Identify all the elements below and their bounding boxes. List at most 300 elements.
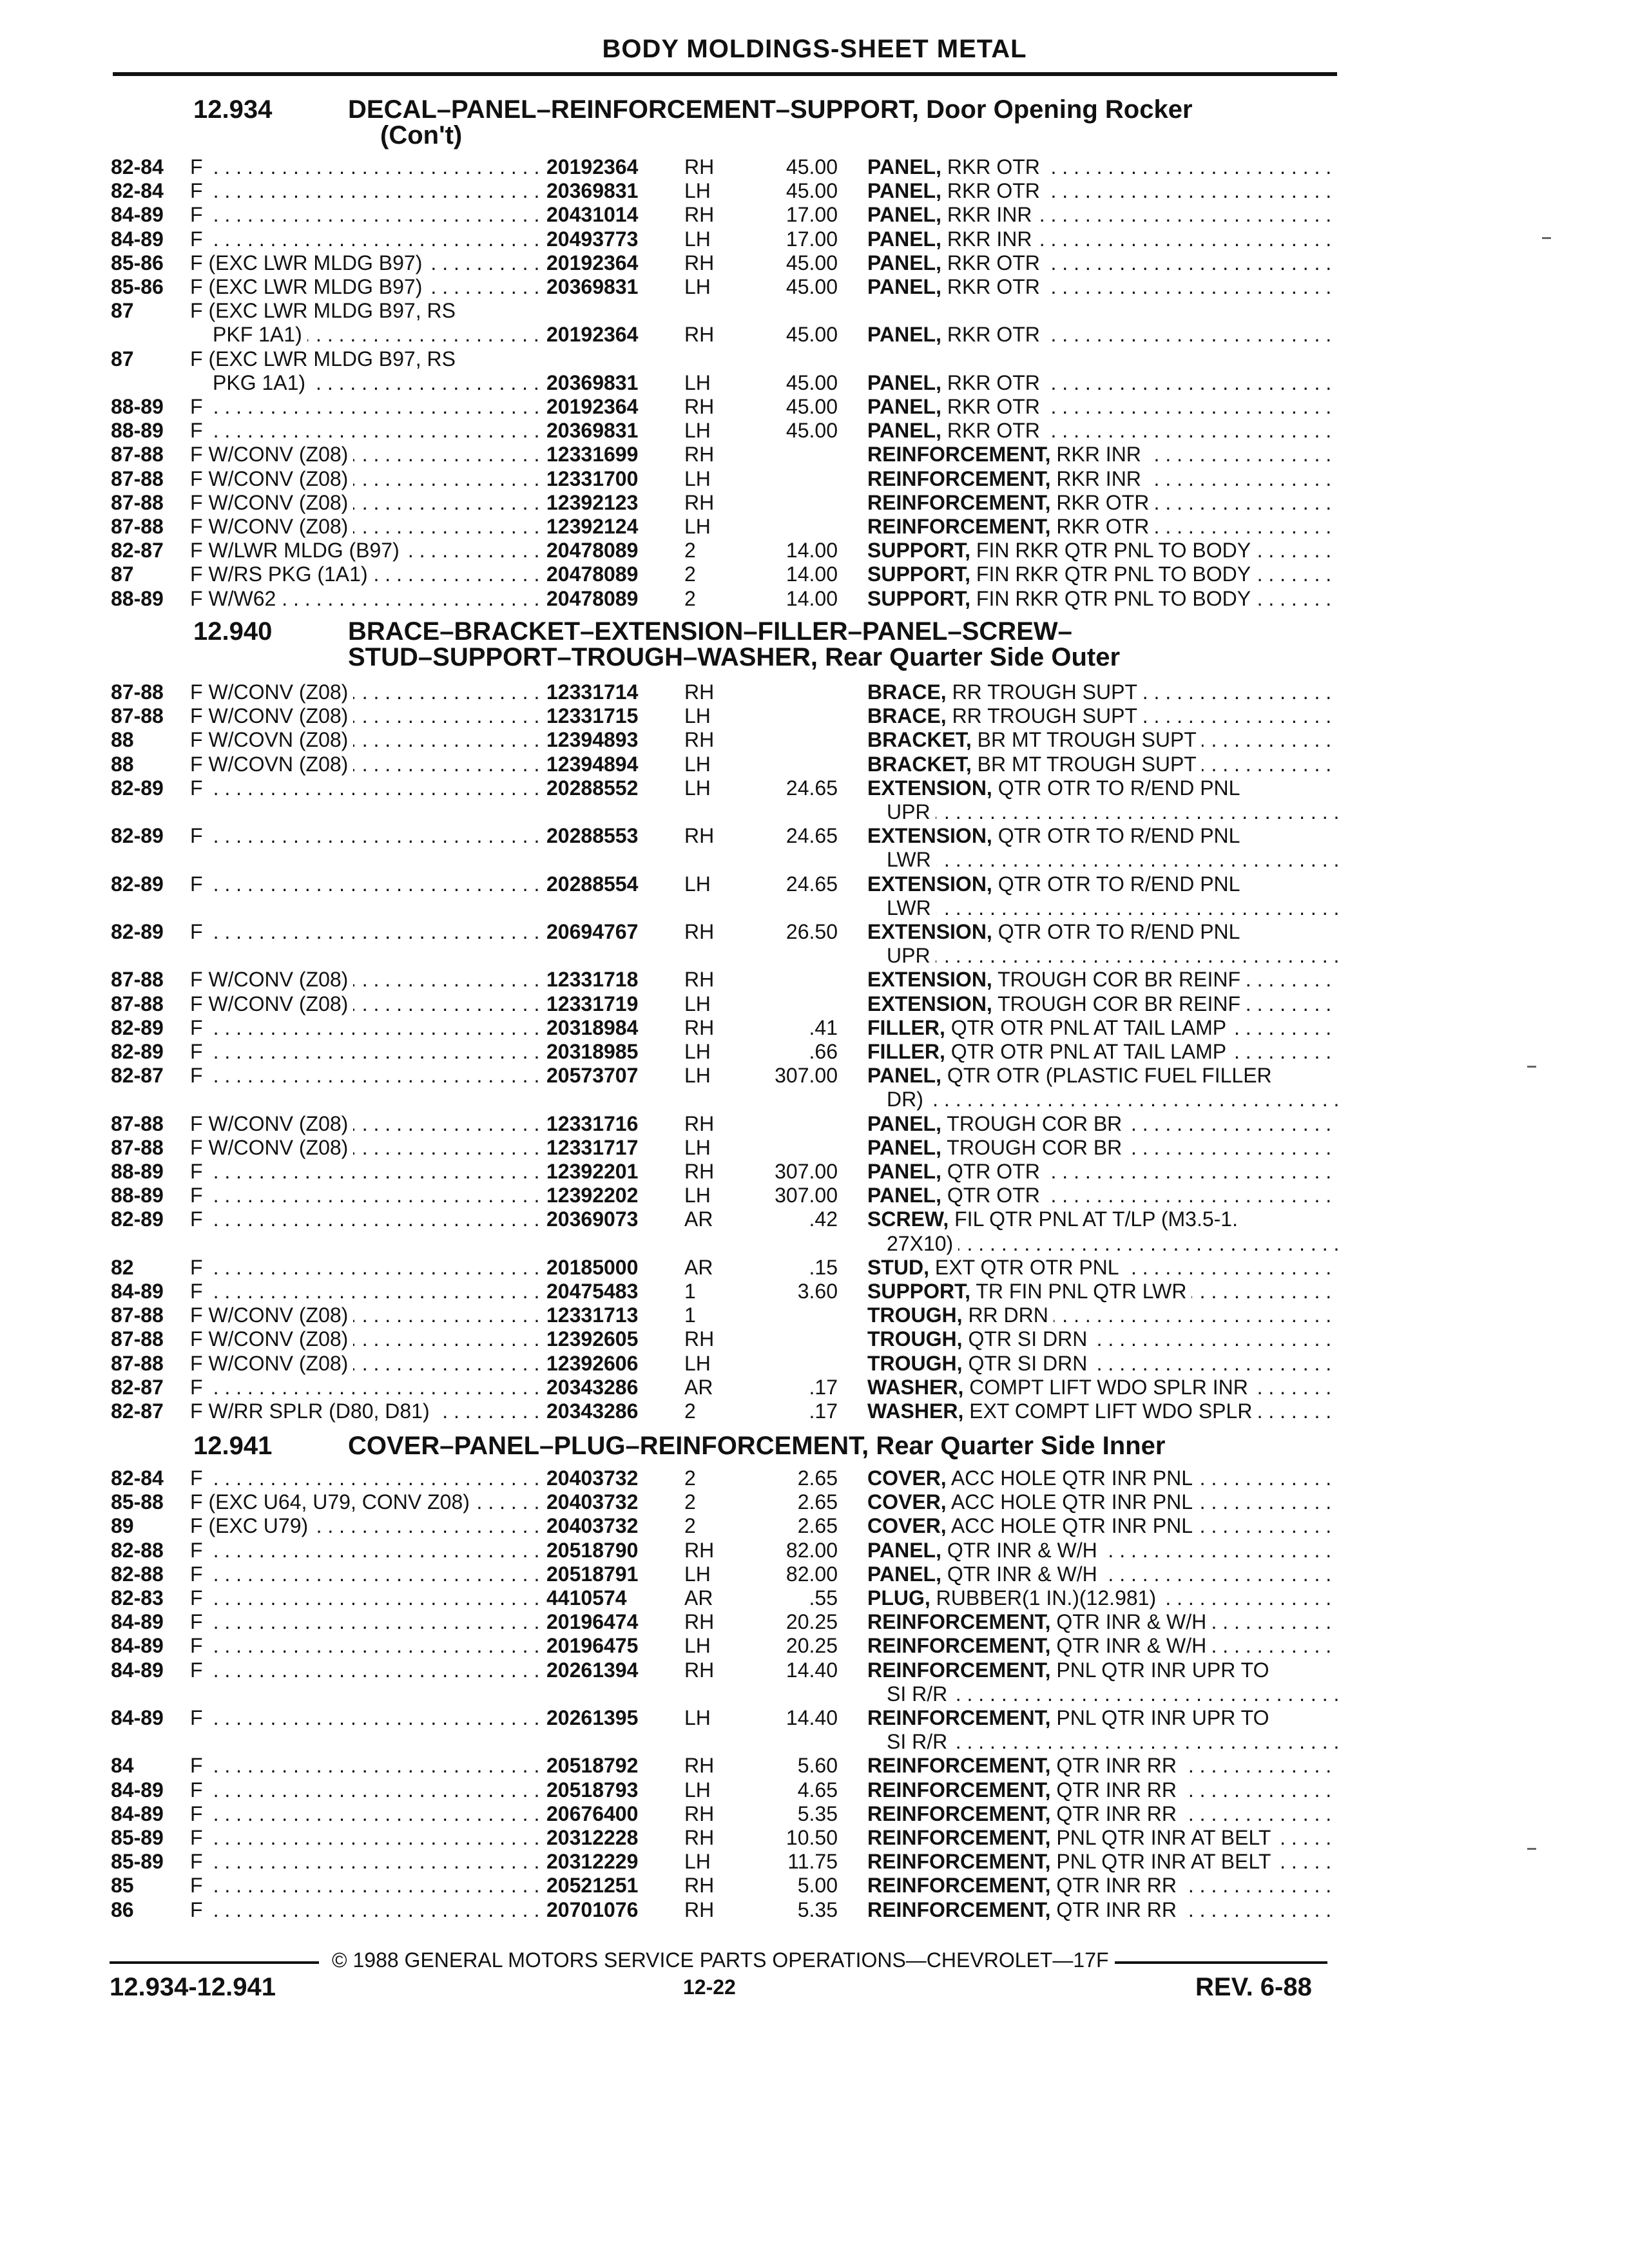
row-side: RH [684,203,715,226]
row-part-name [867,1778,1338,1802]
row-years: 82-89 [111,1040,164,1063]
row-side: LH [684,515,711,538]
row-years: 84-89 [111,1610,164,1633]
row-part-name [867,727,1338,752]
row-part-number: 12331700 [546,467,639,490]
row-description [190,1849,538,1874]
table-row [0,562,1629,586]
row-part-number: 12394893 [546,728,639,751]
row-part-name [867,823,1338,848]
row-years: 88 [111,728,134,751]
row-part-number: 20431014 [546,203,639,226]
table-row [0,490,1629,515]
row-part-name-text [867,562,1256,586]
row-years: 84-89 [111,227,164,251]
table-row [0,298,1629,323]
row-price: 11.75 [787,1850,838,1873]
row-price: 45.00 [786,419,838,442]
row-part-name-rest: QTR INR & W/H [1050,1634,1207,1657]
row-description-text: F [190,1706,208,1729]
row-description [190,1658,538,1682]
section-header [0,1432,1629,1463]
row-price: 307.00 [775,1064,838,1087]
row-part-name-bold: STUD, [867,1256,929,1279]
row-description [190,227,538,251]
row-part-name-text-cont: SI R/R [887,1730,952,1753]
row-part-name-rest: ACC HOLE QTR INR PNL [946,1514,1193,1537]
table-row [0,1399,1629,1423]
row-part-number: 20676400 [546,1802,639,1825]
row-part-name-text [867,155,1045,178]
row-years: 82-87 [111,1376,164,1399]
row-description [190,1111,538,1136]
row-description-text: F [190,1160,208,1183]
row-part-name-rest: RKR INR [1050,467,1141,490]
table-row [0,1490,1629,1514]
row-side: 2 [684,587,696,610]
row-part-number: 20288554 [546,872,639,896]
row-description [190,1538,538,1562]
row-part-name [867,202,1338,227]
row-part-number: 12392605 [546,1327,639,1350]
row-part-name [867,919,1338,944]
table-row-continuation [0,847,1629,872]
row-description [190,823,538,848]
row-part-name-rest: COMPT LIFT WDO SPLR INR [963,1376,1248,1399]
table-row [0,1015,1629,1040]
row-description-text: F [190,395,208,418]
row-part-name-text [867,680,1142,704]
row-part-name-rest: FIN RKR QTR PNL TO BODY [970,587,1251,610]
row-part-name-rest: RKR INR [1050,443,1141,466]
row-part-name-bold: PANEL, [867,371,941,394]
row-part-name-bold: PANEL, [867,179,941,202]
row-part-name-bold: PANEL, [867,1064,941,1087]
row-part-name-text [867,1376,1253,1399]
row-part-number: 20369073 [546,1207,639,1231]
row-part-name-rest: ACC HOLE QTR INR PNL [946,1490,1193,1514]
row-description-text-cont: PKG 1A1) [213,371,311,394]
row-description-text: F [190,920,208,943]
table-row-continuation [0,896,1629,920]
row-part-name-rest: QTR OTR TO R/END PNL [992,872,1240,896]
row-description-text: F W/RS PKG (1A1) [190,562,373,586]
row-part-name [867,1466,1338,1490]
row-part-name-text [867,920,1245,943]
row-part-name-text [867,753,1202,776]
row-description-text: F [190,155,208,178]
row-years: 87 [111,299,134,322]
row-part-number: 20369831 [546,371,639,394]
table-row [0,872,1629,896]
row-years: 84-89 [111,203,164,226]
dot-leader [190,394,538,419]
row-part-name [867,1825,1338,1850]
row-side: LH [684,872,711,896]
row-part-name [867,274,1338,299]
row-part-number: 20192364 [546,251,639,274]
row-part-name-rest: QTR SI DRN [962,1327,1088,1350]
row-years: 82-89 [111,1207,164,1231]
row-part-name-rest: TR FIN PNL QTR LWR [970,1280,1187,1303]
row-part-name-text [867,227,1037,251]
row-side: LH [684,1562,711,1586]
row-years: 82-89 [111,776,164,800]
dot-leader [190,1279,538,1303]
table-row [0,418,1629,443]
row-part-name [867,1706,1338,1730]
row-side: RH [684,491,715,514]
table-row [0,1898,1629,1922]
table-row [0,1375,1629,1399]
row-description [190,202,538,227]
row-description-text: F W/LWR MLDG (B97) [190,539,405,562]
dot-leader [887,896,1338,920]
row-part-name-text-cont: SI R/R [887,1682,952,1706]
dot-leader [190,1015,538,1040]
row-side: RH [684,1539,715,1562]
row-part-number: 12392201 [546,1160,639,1183]
row-part-name-rest: QTR INR RR [1050,1802,1177,1825]
row-price: .41 [809,1016,838,1039]
row-years: 84-89 [111,1280,164,1303]
row-part-number: 4410574 [546,1586,627,1610]
row-part-name-rest: RR DRN [962,1303,1048,1327]
row-price: .42 [809,1207,838,1231]
row-part-number: 12331713 [546,1303,639,1327]
row-years: 88 [111,753,134,776]
row-description [190,1351,538,1376]
section-title: COVER–PANEL–PLUG–REINFORCEMENT, Rear Quarter Side Inner [348,1432,1166,1460]
table-row [0,347,1629,371]
row-part-name [867,1802,1338,1826]
row-part-name-rest: RKR OTR [1050,515,1150,538]
row-part-name-text [867,1490,1198,1514]
row-part-name-rest: QTR INR RR [1050,1778,1177,1802]
row-side: LH [684,1634,711,1657]
row-part-name-rest: RR TROUGH SUPT [946,680,1137,704]
row-description-text: F [190,1064,208,1087]
row-part-name [867,490,1338,515]
row-part-name [867,322,1338,347]
row-part-name [867,1898,1338,1922]
row-side: LH [684,992,711,1015]
dot-leader [190,155,538,179]
row-years: 87-88 [111,491,164,514]
table-row [0,1351,1629,1376]
row-part-name-bold: PANEL, [867,1112,941,1135]
dot-leader [190,1753,538,1778]
row-part-name-rest: QTR INR RR [1050,1874,1177,1897]
row-description-text: F [190,1562,208,1586]
row-description [190,680,538,704]
table-row [0,1303,1629,1327]
row-description [190,727,538,752]
row-years: 85-89 [111,1850,164,1873]
row-part-name [867,1351,1338,1376]
row-part-name-text [867,1514,1198,1537]
row-description-text: F (EXC LWR MLDG B97, RS [190,347,461,370]
row-part-number: 20369831 [546,419,639,442]
row-part-name-bold: REINFORCEMENT, [867,1850,1051,1873]
row-description-text: F W/CONV (Z08) [190,443,353,466]
row-part-name-text [867,1850,1276,1873]
row-description [190,418,538,443]
row-description [190,586,538,611]
row-part-name [867,538,1338,562]
row-description-text: F [190,1778,208,1802]
row-part-name-rest: RKR OTR [941,155,1040,178]
row-description [190,178,538,203]
row-part-name-bold: BRACE, [867,704,947,727]
dot-leader [887,943,1338,968]
row-part-number: 12331715 [546,704,639,727]
row-part-number: 20475483 [546,1280,639,1303]
row-description-text: F W/CONV (Z08) [190,968,353,991]
row-description-text: F [190,1874,208,1897]
row-part-number: 20518793 [546,1778,639,1802]
row-description-text: F [190,1466,208,1490]
table-row [0,704,1629,728]
row-side: RH [684,1112,715,1135]
row-description [190,1159,538,1184]
row-part-name-bold: EXTENSION, [867,824,992,847]
row-description-text: F [190,203,208,226]
row-part-name-text [867,1280,1191,1303]
row-part-number: 20518790 [546,1539,639,1562]
row-part-number: 12392124 [546,515,639,538]
row-part-name-text [867,728,1202,751]
row-part-number: 12331719 [546,992,639,1015]
row-side: 2 [684,539,696,562]
row-part-name-bold: COVER, [867,1466,947,1490]
page-title: BODY MOLDINGS-SHEET METAL [602,35,1027,63]
row-part-number: 20192364 [546,155,639,178]
row-years: 82-84 [111,179,164,202]
row-part-name [867,394,1338,419]
row-part-name-rest: RUBBER(1 IN.)(12.981) [930,1586,1157,1610]
row-part-name-text [867,179,1045,202]
row-years: 82-83 [111,1586,164,1610]
row-part-name [867,251,1338,275]
row-part-name-rest: QTR SI DRN [962,1352,1088,1375]
row-description-text: F [190,1802,208,1825]
row-description [190,1135,538,1160]
row-part-name-text [867,1610,1211,1633]
row-price: 45.00 [786,251,838,274]
row-side: 1 [684,1303,696,1327]
row-years: 87-88 [111,1112,164,1135]
dot-leader [190,1207,538,1231]
row-price: 307.00 [775,1184,838,1207]
section-title-line2: (Con't) [380,121,463,149]
row-part-number: 20343286 [546,1376,639,1399]
row-part-name-text [867,1586,1161,1610]
row-part-name-text [867,968,1246,991]
table-row [0,1633,1629,1658]
row-part-name-rest: EXT COMPT LIFT WDO SPLR [963,1399,1253,1423]
dot-leader [190,1375,538,1399]
dot-leader [190,1706,538,1730]
footer-rule-right [1115,1961,1327,1964]
row-part-name-text [867,323,1045,346]
row-part-name-rest: RKR OTR [1050,491,1150,514]
row-price: 307.00 [775,1160,838,1183]
row-price: 4.65 [797,1778,838,1802]
section-number: 12.941 [193,1432,273,1460]
row-part-name-text [867,587,1256,610]
row-description-text-cont: PKF 1A1) [213,323,307,346]
row-part-name [867,1135,1338,1160]
dot-leader [190,1778,538,1802]
row-side: RH [684,728,715,751]
row-part-name-bold: REINFORCEMENT, [867,1778,1051,1802]
row-side: 2 [684,562,696,586]
row-part-number: 12331716 [546,1112,639,1135]
row-part-number: 20478089 [546,539,639,562]
row-part-name [867,992,1338,1016]
row-description [190,1753,538,1778]
row-part-name-bold: REINFORCEMENT, [867,515,1051,538]
row-part-name-text [867,1706,1274,1729]
row-years: 87-88 [111,1136,164,1159]
row-side: 2 [684,1490,696,1514]
row-part-name-rest: QTR OTR PNL AT TAIL LAMP [945,1016,1227,1039]
dot-leader [190,178,538,203]
row-price: 14.40 [786,1706,838,1729]
row-part-name-rest: TROUGH COR BR REINF [992,968,1241,991]
row-part-name-text [867,1399,1257,1423]
row-part-number: 20518791 [546,1562,639,1586]
table-row [0,967,1629,992]
row-part-name-bold: PANEL, [867,1184,941,1207]
row-part-name-rest: TROUGH COR BR REINF [992,992,1241,1015]
row-part-name-rest: QTR INR RR [1050,1898,1177,1921]
row-part-name [867,155,1338,179]
row-years: 85-89 [111,1826,164,1849]
row-part-name-bold: PANEL, [867,155,941,178]
row-description-text: F W/RR SPLR (D80, D81) [190,1399,435,1423]
row-description [190,1303,538,1327]
dot-leader [190,823,538,848]
row-years: 87-88 [111,992,164,1015]
row-part-name-cont [887,1231,1338,1256]
row-price: 82.00 [786,1562,838,1586]
row-side: LH [684,1064,711,1087]
row-description-text: F [190,1256,208,1279]
row-price: 17.00 [786,227,838,251]
row-description [190,1279,538,1303]
row-part-name-bold: PANEL, [867,419,941,442]
table-row-continuation [0,943,1629,968]
row-part-number: 20196474 [546,1610,639,1633]
row-part-name-bold: WASHER, [867,1376,964,1399]
row-part-name-rest: PNL QTR INR AT BELT [1050,1850,1271,1873]
table-row [0,1183,1629,1207]
row-description [190,1015,538,1040]
row-description-text: F W/W62 [190,587,281,610]
row-part-number: 20261395 [546,1706,639,1729]
row-part-name-text [867,1898,1182,1921]
row-years: 84-89 [111,1706,164,1729]
row-part-name-rest: FIN RKR QTR PNL TO BODY [970,539,1251,562]
row-description [190,1399,538,1423]
row-part-name-text [867,704,1142,727]
row-part-number: 20478089 [546,587,639,610]
row-part-name [867,1039,1338,1064]
row-description-cont [213,370,538,395]
table-row [0,1825,1629,1850]
row-part-number: 12392123 [546,491,639,514]
row-part-name-bold: EXTENSION, [867,992,992,1015]
row-part-name-bold: COVER, [867,1514,947,1537]
row-description [190,514,538,539]
row-part-name-text [867,1064,1277,1087]
row-part-name [867,227,1338,251]
table-row [0,1586,1629,1610]
table-row [0,1753,1629,1778]
table-row [0,466,1629,491]
row-description [190,1327,538,1351]
row-side: LH [684,1778,711,1802]
row-part-name-text [867,251,1045,274]
row-years: 87-88 [111,1352,164,1375]
dot-leader [190,202,538,227]
row-part-name-text [867,1327,1092,1350]
row-years: 84-89 [111,1658,164,1682]
row-part-name [867,967,1338,992]
row-description [190,919,538,944]
row-part-name-cont [887,1729,1338,1754]
row-part-name-text [867,1303,1054,1327]
table-row [0,1849,1629,1874]
row-part-name-text [867,491,1154,514]
row-part-name [867,1610,1338,1634]
row-part-name [867,1490,1338,1514]
section-title: DECAL–PANEL–REINFORCEMENT–SUPPORT, Door Opening Rocker [348,95,1193,124]
row-price: 24.65 [786,776,838,800]
row-price: 5.35 [797,1898,838,1921]
row-years: 84-89 [111,1778,164,1802]
row-description-text: F [190,1040,208,1063]
row-description-text: F [190,1634,208,1657]
row-part-name [867,370,1338,395]
row-side: RH [684,251,715,274]
row-side: RH [684,1160,715,1183]
row-description-text: F W/CONV (Z08) [190,467,353,490]
row-part-name-rest: RKR INR [941,203,1032,226]
row-part-name-text [867,1160,1045,1183]
row-side: LH [684,467,711,490]
row-part-name-bold: REINFORCEMENT, [867,1802,1051,1825]
section-title-line2: STUD–SUPPORT–TROUGH–WASHER, Rear Quarter Side Outer [348,643,1121,671]
row-description [190,298,538,323]
row-part-name-cont [887,800,1338,824]
row-part-name-bold: EXTENSION, [867,920,992,943]
row-years: 82-89 [111,920,164,943]
row-part-number: 20478089 [546,562,639,586]
row-part-name [867,1753,1338,1778]
row-price: 45.00 [786,323,838,346]
section-header-cont [0,121,1629,152]
row-part-number: 20196475 [546,1634,639,1657]
table-row [0,1562,1629,1586]
row-side: 2 [684,1514,696,1537]
row-side: RH [684,155,715,178]
row-price: 10.50 [786,1826,838,1849]
row-description [190,1562,538,1586]
row-description-text: F W/CONV (Z08) [190,1136,353,1159]
